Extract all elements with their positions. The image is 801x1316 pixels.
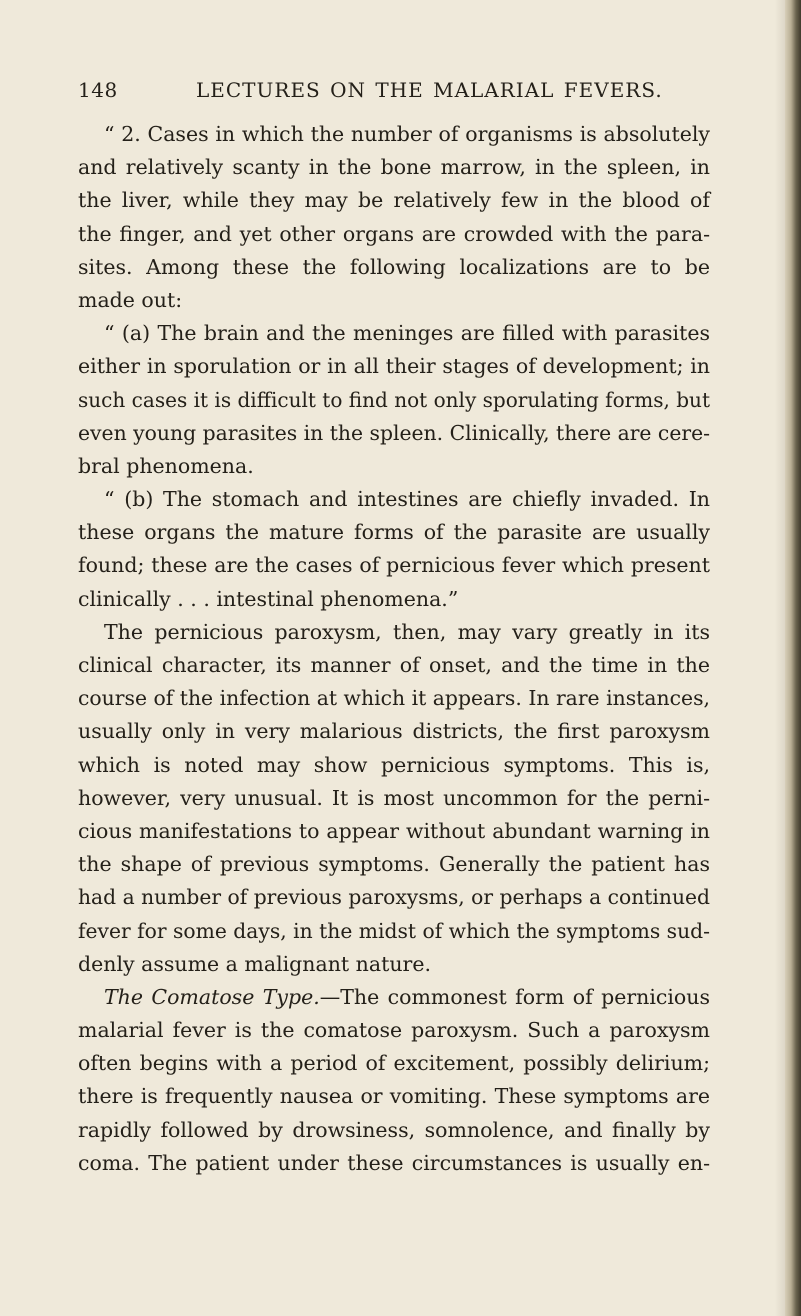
text-line-content [104, 981, 710, 1014]
text-line-content: rapidly followed by drowsiness, somnolence, and finally by [78, 1117, 710, 1142]
text-line [78, 583, 710, 616]
text-line-content: bral phenomena. [78, 453, 254, 478]
text-line-content: clinically . . . intestinal phenomena.” [78, 586, 459, 611]
text-line [78, 450, 710, 483]
text-line-rest: —The commonest form of pernicious [319, 984, 710, 1009]
text-line-content: “ (b) The stomach and intestines are chiefly invaded. In [104, 487, 710, 512]
text-line [78, 549, 710, 582]
page-edge [785, 0, 801, 1316]
text-line [78, 682, 710, 715]
text-line-content: the finger, and yet other organs are crowded with the para- [78, 221, 710, 246]
text-line-content: the shape of previous symptoms. Generally the patient has [78, 852, 710, 877]
text-line-content: however, very unusual. It is most uncommon for the perni- [78, 785, 710, 810]
text-line-content: “ (a) The brain and the meninges are filled with parasites [104, 321, 710, 346]
text-line-content: had a number of previous paroxysms, or perhaps a continued [78, 885, 710, 910]
text-line [78, 483, 710, 516]
text-line [78, 616, 710, 649]
text-line [78, 1080, 710, 1113]
text-line-content: coma. The patient under these circumstances is usually en- [78, 1150, 710, 1175]
text-line-content: usually only in very malarious districts, the first paroxysm [78, 719, 710, 744]
text-line-content: denly assume a malignant nature. [78, 951, 431, 976]
text-line [78, 881, 710, 914]
text-line [78, 981, 710, 1014]
text-line [78, 1014, 710, 1047]
text-line [78, 1114, 710, 1147]
text-line-content: sites. Among these the following localizations are to be [78, 254, 710, 279]
text-line [78, 350, 710, 383]
body-text [78, 118, 710, 1180]
running-head [78, 78, 710, 108]
section-heading-italic: The Comatose Type. [104, 984, 320, 1009]
text-line [78, 915, 710, 948]
text-line-content: which is noted may show pernicious symptoms. This is, [78, 752, 710, 777]
page-gutter-shadow [775, 0, 785, 1316]
text-line-content: course of the infection at which it appears. In rare instances, [78, 686, 710, 711]
text-line-content: and relatively scanty in the bone marrow, in the spleen, in [78, 155, 710, 180]
text-line [78, 417, 710, 450]
text-line-content: either in sporulation or in all their stages of development; in [78, 354, 710, 379]
text-line [78, 516, 710, 549]
text-line [78, 782, 710, 815]
text-line [78, 251, 710, 284]
text-line [78, 1047, 710, 1080]
text-line-content: clinical character, its manner of onset, and the time in the [78, 653, 710, 677]
text-line [78, 317, 710, 350]
text-line [78, 715, 710, 748]
running-title: LECTURES ON THE MALARIAL FEVERS. [196, 78, 663, 102]
text-line [78, 948, 710, 981]
text-line-content: The pernicious paroxysm, then, may vary greatly in its [104, 619, 710, 644]
text-line-content: made out: [78, 287, 183, 312]
text-line-content: there is frequently nausea or vomiting. These symptoms are [78, 1084, 710, 1109]
text-line [78, 848, 710, 881]
text-line-content: such cases it is difficult to find not only sporulating forms, but [78, 387, 710, 412]
text-line-content: often begins with a period of excitement, possibly delirium; [78, 1051, 710, 1076]
text-line [78, 184, 710, 217]
text-line-content: these organs the mature forms of the parasite are usually [78, 520, 710, 545]
text-line [78, 218, 710, 251]
text-line-content: found; these are the cases of pernicious fever which present [78, 553, 710, 578]
text-line [78, 151, 710, 184]
text-line-content: “ 2. Cases in which the number of organisms is absolutely [104, 122, 710, 146]
text-line [78, 118, 710, 151]
text-line-content: the liver, while they may be relatively few in the blood of [78, 188, 710, 213]
text-line [78, 815, 710, 848]
text-line [78, 384, 710, 417]
text-line [78, 284, 710, 317]
text-line-content: malarial fever is the comatose paroxysm. Such a paroxysm [78, 1018, 710, 1043]
text-line [78, 1147, 710, 1180]
text-line-content: fever for some days, in the midst of which the symptoms sud- [78, 918, 710, 943]
text-line [78, 749, 710, 782]
text-line-content: cious manifestations to appear without abundant warning in [78, 818, 710, 843]
text-line [78, 649, 710, 682]
text-line-content: even young parasites in the spleen. Clinically, there are cere- [78, 420, 710, 445]
page-number: 148 [78, 78, 118, 102]
